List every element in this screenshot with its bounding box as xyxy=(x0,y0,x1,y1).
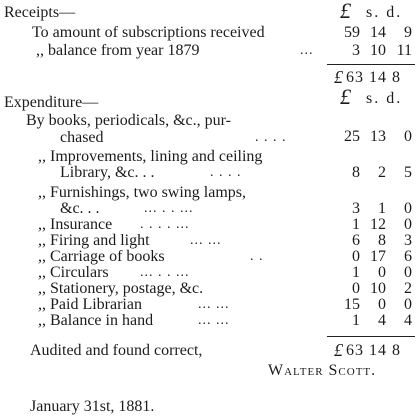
expense-firing-light-amount: 6 8 3 xyxy=(352,232,412,249)
expense-books-label-line1: By books, periodicals, &c., pur- xyxy=(26,112,231,129)
leader-dots: ... xyxy=(300,43,314,58)
receipt-balance-label: ,, balance from year 1879 xyxy=(36,42,200,59)
receipt-subscriptions-label: To amount of subscriptions received xyxy=(32,24,265,41)
expense-improvements-label-line2: Library, &c. . . xyxy=(60,164,155,181)
receipts-heading: Receipts— xyxy=(4,4,76,21)
leader-dots: ... ... xyxy=(190,233,222,248)
leader-dots: . . . . ... xyxy=(140,217,190,232)
leader-dots: ... ... xyxy=(198,297,230,312)
auditor-signature: Walter Scott. xyxy=(268,362,377,379)
expense-firing-light-label: ,, Firing and light xyxy=(38,232,150,249)
expense-balance-label: ,, Balance in hand xyxy=(38,312,154,329)
shillings-pence-label: s. d. xyxy=(366,90,403,107)
expense-librarian-amount: 15 0 0 xyxy=(344,296,412,313)
date-line: January 31st, 1881. xyxy=(30,398,155,415)
leader-dots: ... . . ... xyxy=(144,201,194,216)
expense-books-label-line2: chased xyxy=(60,129,104,146)
leader-dots: . . . . xyxy=(255,130,287,145)
expense-circulars-amount: 1 0 0 xyxy=(352,264,412,281)
audit-statement: Audited and found correct, xyxy=(30,342,203,359)
pound-symbol: £ xyxy=(340,84,351,109)
expenditure-heading: Expenditure— xyxy=(4,94,99,111)
leader-dots: ... . . ... xyxy=(140,265,190,280)
expense-stationery-label: ,, Stationery, postage, &c. xyxy=(38,280,204,297)
expense-improvements-amount: 8 2 5 xyxy=(352,164,412,181)
expenditure-total xyxy=(334,340,414,362)
expenditure-total-rule xyxy=(327,336,415,337)
expense-librarian-label: ,, Paid Librarian xyxy=(38,296,142,313)
expense-circulars-label: ,, Circulars xyxy=(38,264,109,281)
pound-symbol: £ xyxy=(334,340,343,360)
leader-dots: . . . . xyxy=(210,165,242,180)
receipts-total-rule xyxy=(327,64,415,65)
expense-carriage-label: ,, Carriage of books xyxy=(38,248,165,265)
expense-stationery-amount: 0 10 2 xyxy=(352,280,412,297)
expense-furnishings-label-line2: &c. . . xyxy=(60,200,100,217)
expense-insurance-amount: 1 12 0 xyxy=(352,216,412,233)
shillings-pence-label: s. d. xyxy=(366,4,403,21)
receipts-total-value: 63 14 8 xyxy=(346,69,401,86)
pound-symbol: £ xyxy=(334,67,343,87)
receipts-column-header xyxy=(338,2,414,24)
expense-furnishings-label-line1: ,, Furnishings, two swing lamps, xyxy=(38,184,247,201)
expenditure-column-header xyxy=(338,84,414,110)
expense-carriage-amount: 0 17 6 xyxy=(352,248,412,265)
expense-improvements-label-line1: ,, Improvements, lining and ceiling xyxy=(38,148,263,165)
leader-dots: ... ... xyxy=(198,313,230,328)
expense-furnishings-amount: 3 1 0 xyxy=(352,200,412,217)
pound-symbol: £ xyxy=(340,0,351,23)
expense-books-amount: 25 13 0 xyxy=(344,128,412,145)
leader-dots: . . xyxy=(250,249,264,264)
expense-balance-amount: 1 4 4 xyxy=(352,312,412,329)
receipt-balance-amount: 3 10 11 xyxy=(352,42,412,59)
expenditure-total-value: 63 14 8 xyxy=(346,342,401,359)
expense-insurance-label: ,, Insurance xyxy=(38,216,113,233)
receipt-subscriptions-amount: 59 14 9 xyxy=(344,24,412,41)
